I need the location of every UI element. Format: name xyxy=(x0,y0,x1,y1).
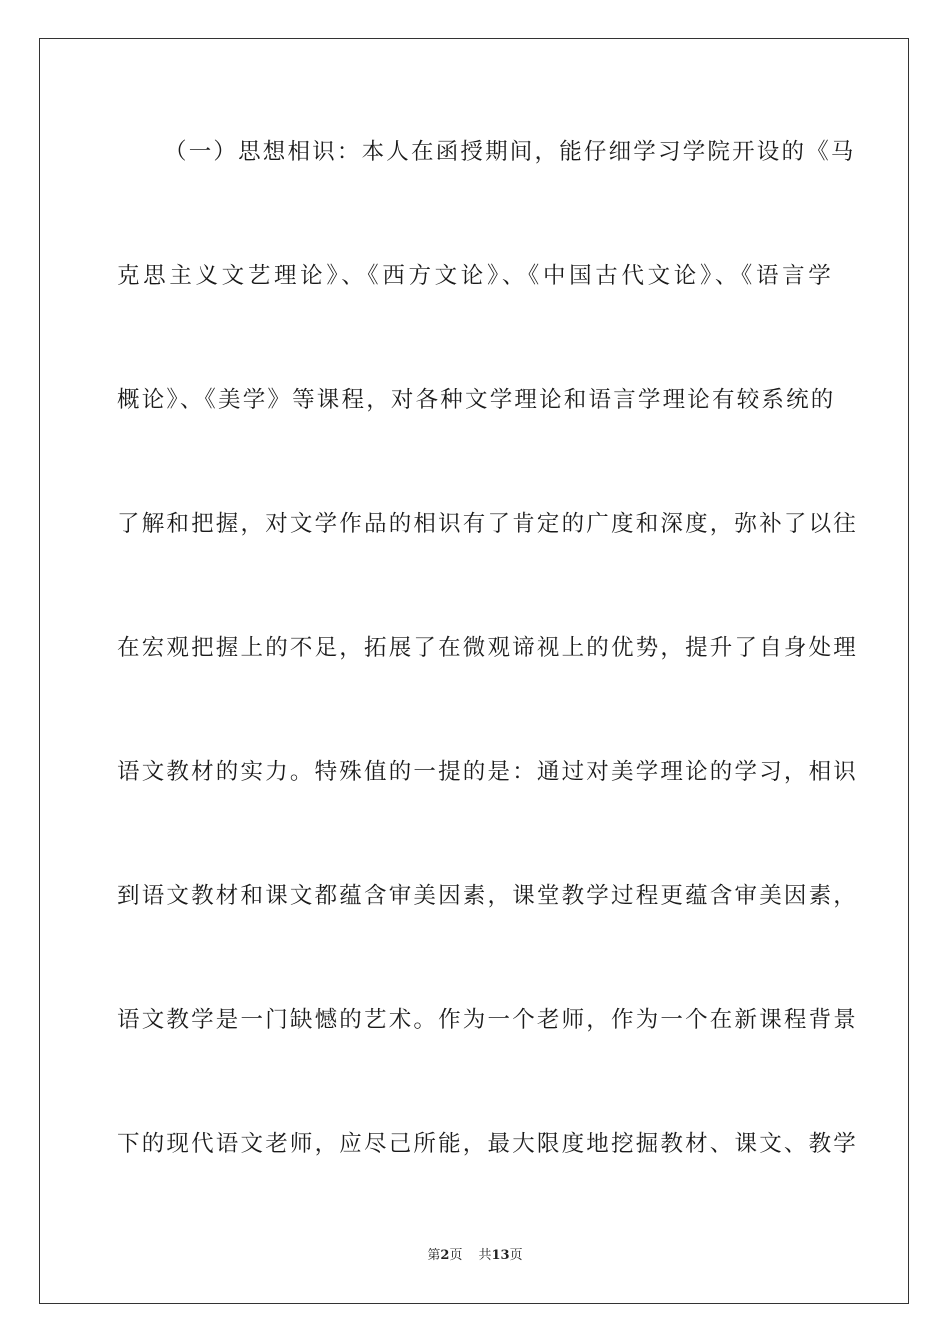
page-number: 2 xyxy=(440,1248,450,1263)
text-line: 在宏观把握上的不足，拓展了在微观谛视上的优势，提升了自身处理 xyxy=(117,635,859,661)
text-line: 克思主义文艺理论》、《西方文论》、《中国古代文论》、《语言学 xyxy=(117,263,833,289)
text-line: 概论》、《美学》等课程，对各种文学理论和语言学理论有较系统的 xyxy=(117,387,836,413)
text-line: 下的现代语文老师，应尽己所能，最大限度地挖掘教材、课文、教学 xyxy=(117,1131,859,1157)
text-line: 语文教材的实力。特殊值的一提的是：通过对美学理论的学习，相识 xyxy=(117,759,859,785)
total-pages: 13 xyxy=(491,1248,510,1263)
text-line: （一）思想相识：本人在函授期间，能仔细学习学院开设的《马 xyxy=(164,139,856,165)
page-suffix: 页 xyxy=(449,1248,463,1263)
total-suffix: 页 xyxy=(509,1248,523,1263)
page-prefix: 第 xyxy=(427,1248,441,1263)
text-line: 了解和把握，对文学作品的相识有了肯定的广度和深度，弥补了以往 xyxy=(117,511,859,537)
page-footer xyxy=(0,1247,950,1265)
text-line: 到语文教材和课文都蕴含审美因素，课堂教学过程更蕴含审美因素， xyxy=(117,883,859,909)
total-prefix: 共 xyxy=(478,1248,492,1263)
page-border xyxy=(39,38,909,1304)
text-line: 语文教学是一门缺憾的艺术。作为一个老师，作为一个在新课程背景 xyxy=(117,1007,859,1033)
